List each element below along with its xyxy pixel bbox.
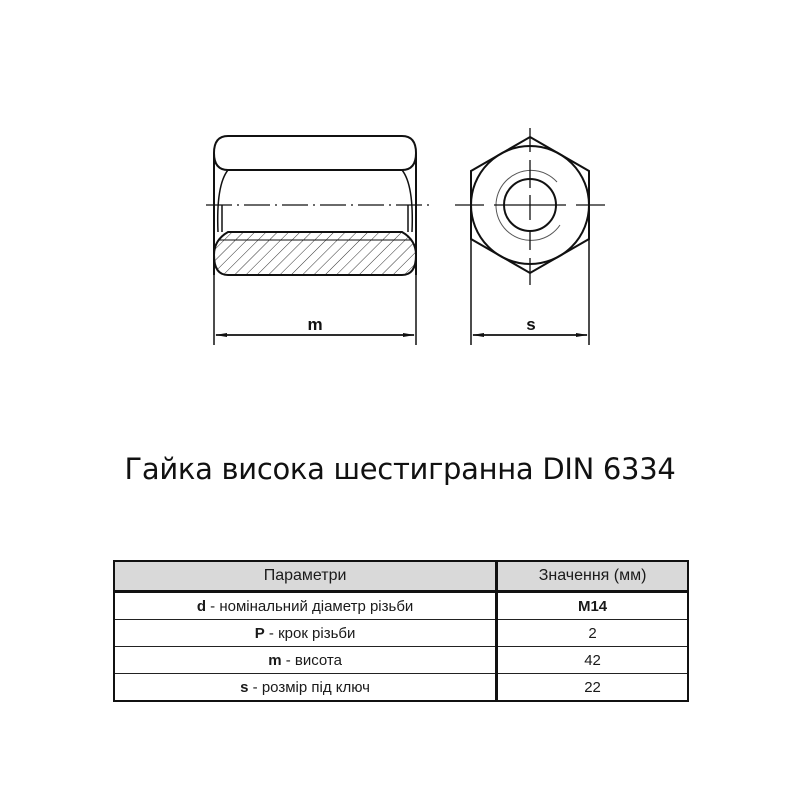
dimension-s-label: s	[526, 315, 536, 334]
value-cell: M14	[497, 592, 688, 620]
param-description: - номінальний діаметр різьби	[206, 597, 414, 615]
param-description: - розмір під ключ	[248, 678, 370, 696]
param-cell	[114, 592, 497, 620]
dimension-m-label: m	[307, 315, 323, 334]
value-cell: 22	[497, 674, 688, 702]
header-parameters: Параметри	[114, 561, 497, 592]
param-cell	[114, 647, 497, 674]
spec-table	[113, 560, 689, 702]
param-cell	[114, 620, 497, 647]
param-cell	[114, 674, 497, 702]
param-description: - крок різьби	[264, 624, 356, 642]
param-symbol: d	[196, 597, 206, 615]
value-cell: 2	[497, 620, 688, 647]
table-row	[114, 592, 688, 620]
table-header-row	[114, 561, 688, 592]
table-row	[114, 647, 688, 674]
param-description: - висота	[281, 651, 342, 669]
param-symbol: m	[268, 651, 282, 669]
header-values: Значення (мм)	[497, 561, 688, 592]
table-row	[114, 674, 688, 702]
param-symbol: P	[254, 624, 265, 642]
side-view	[206, 136, 430, 345]
param-symbol: s	[240, 678, 249, 696]
value-cell: 42	[497, 647, 688, 674]
end-view	[455, 128, 605, 345]
product-title: Гайка висока шестигранна DIN 6334	[124, 452, 676, 486]
table-row	[114, 620, 688, 647]
